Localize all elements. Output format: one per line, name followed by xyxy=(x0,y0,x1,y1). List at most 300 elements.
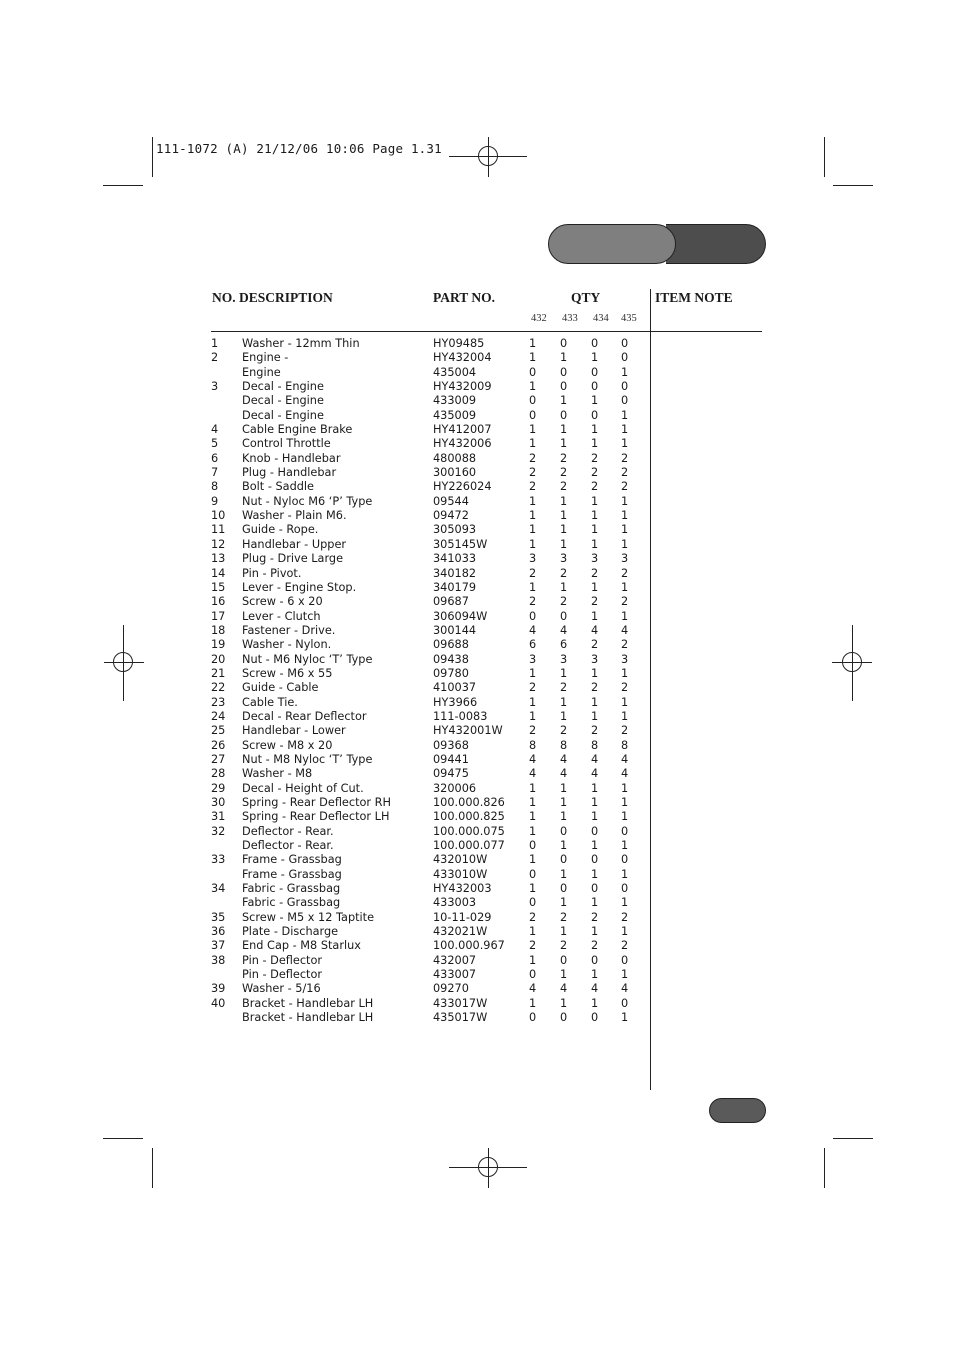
item-number: 8 xyxy=(211,480,219,494)
part-number: 432007 xyxy=(433,953,477,967)
item-description: Guide - Rope. xyxy=(242,523,319,537)
qty-433: 0 xyxy=(560,853,568,867)
item-description: Washer - Plain M6. xyxy=(242,509,347,523)
table-row xyxy=(0,767,954,781)
part-number: 340182 xyxy=(433,566,477,580)
qty-432: 2 xyxy=(529,595,537,609)
qty-434: 1 xyxy=(591,996,599,1010)
part-number: 305145W xyxy=(433,537,488,551)
item-description: Bracket - Handlebar LH xyxy=(242,1011,374,1025)
item-number: 38 xyxy=(211,953,226,967)
item-description: Frame - Grassbag xyxy=(242,853,342,867)
item-description: Decal - Engine xyxy=(242,394,324,408)
table-row xyxy=(0,380,954,394)
qty-434: 0 xyxy=(591,365,599,379)
qty-432: 2 xyxy=(529,681,537,695)
part-number: 432021W xyxy=(433,925,488,939)
qty-433: 1 xyxy=(560,996,568,1010)
qty-432: 0 xyxy=(529,968,537,982)
qty-434: 1 xyxy=(591,896,599,910)
table-row xyxy=(0,925,954,939)
item-description: Decal - Engine xyxy=(242,380,324,394)
part-number: HY432004 xyxy=(433,351,492,365)
table-row xyxy=(0,853,954,867)
header-qty: QTY xyxy=(571,290,601,305)
qty-433: 1 xyxy=(560,423,568,437)
qty-433: 4 xyxy=(560,623,568,637)
part-number: HY09485 xyxy=(433,337,485,350)
table-row xyxy=(0,753,954,767)
qty-434: 0 xyxy=(591,953,599,967)
part-number: 09438 xyxy=(433,652,469,666)
qty-433: 1 xyxy=(560,781,568,795)
qty-433: 1 xyxy=(560,580,568,594)
registration-circle xyxy=(478,1157,498,1177)
qty-435: 2 xyxy=(621,451,629,465)
table-row xyxy=(0,366,954,380)
table-row xyxy=(0,567,954,581)
qty-432: 1 xyxy=(529,437,537,451)
item-number: 22 xyxy=(211,681,226,695)
table-row xyxy=(0,810,954,824)
part-number: 09368 xyxy=(433,738,469,752)
page-number-tab xyxy=(709,1098,766,1123)
qty-434: 1 xyxy=(591,810,599,824)
part-number: 433010W xyxy=(433,867,488,881)
table-row xyxy=(0,409,954,423)
qty-435: 3 xyxy=(621,652,629,666)
table-row xyxy=(0,351,954,365)
part-number: 09441 xyxy=(433,752,469,766)
item-description: Frame - Grassbag xyxy=(242,867,342,881)
qty-432: 8 xyxy=(529,738,537,752)
qty-434: 1 xyxy=(591,437,599,451)
part-number: 433003 xyxy=(433,896,477,910)
qty-432: 0 xyxy=(529,408,537,422)
item-description: Fastener - Drive. xyxy=(242,623,336,637)
item-number: 19 xyxy=(211,638,226,652)
qty-435: 1 xyxy=(621,509,629,523)
qty-434: 1 xyxy=(591,609,599,623)
qty-435: 1 xyxy=(621,494,629,508)
qty-433: 3 xyxy=(560,652,568,666)
part-number: 435017W xyxy=(433,1011,488,1025)
table-row xyxy=(0,624,954,638)
part-number: HY226024 xyxy=(433,480,492,494)
table-row xyxy=(0,337,954,351)
qty-435: 1 xyxy=(621,867,629,881)
item-number: 33 xyxy=(211,853,226,867)
qty-432: 1 xyxy=(529,853,537,867)
part-number: 433017W xyxy=(433,996,488,1010)
table-row xyxy=(0,825,954,839)
qty-434: 0 xyxy=(591,408,599,422)
table-row xyxy=(0,868,954,882)
part-number: 09688 xyxy=(433,638,469,652)
qty-435: 0 xyxy=(621,351,629,365)
qty-432: 0 xyxy=(529,867,537,881)
part-number: HY3966 xyxy=(433,695,478,709)
crop-mark xyxy=(833,185,873,186)
item-description: Pin - Deflector xyxy=(242,968,323,982)
item-description: Fabric - Grassbag xyxy=(242,896,341,910)
qty-432: 4 xyxy=(529,752,537,766)
item-number: 29 xyxy=(211,781,226,795)
qty-432: 1 xyxy=(529,666,537,680)
part-number: 09270 xyxy=(433,982,469,996)
table-row xyxy=(0,480,954,494)
qty-433: 0 xyxy=(560,953,568,967)
model-434-label: 434 xyxy=(593,313,609,324)
item-number: 25 xyxy=(211,724,226,738)
table-row xyxy=(0,595,954,609)
qty-435: 4 xyxy=(621,752,629,766)
model-432-label: 432 xyxy=(531,313,547,324)
qty-432: 1 xyxy=(529,494,537,508)
qty-435: 1 xyxy=(621,709,629,723)
item-number: 6 xyxy=(211,451,219,465)
table-row xyxy=(0,968,954,982)
item-description: Lever - Clutch xyxy=(242,609,321,623)
part-number: 100.000.826 xyxy=(433,796,505,809)
qty-433: 0 xyxy=(560,408,568,422)
qty-432: 2 xyxy=(529,939,537,953)
item-number: 3 xyxy=(211,380,219,394)
qty-435: 1 xyxy=(621,968,629,982)
table-row xyxy=(0,882,954,896)
qty-435: 1 xyxy=(621,925,629,939)
qty-433: 0 xyxy=(560,824,568,838)
qty-435: 0 xyxy=(621,996,629,1010)
item-number: 37 xyxy=(211,939,226,953)
item-number: 18 xyxy=(211,623,226,637)
qty-432: 0 xyxy=(529,365,537,379)
qty-434: 4 xyxy=(591,767,599,781)
qty-435: 1 xyxy=(621,781,629,795)
item-description: Handlebar - Lower xyxy=(242,724,346,738)
qty-434: 3 xyxy=(591,652,599,666)
qty-434: 8 xyxy=(591,738,599,752)
qty-432: 1 xyxy=(529,996,537,1010)
item-description: Control Throttle xyxy=(242,437,331,451)
qty-432: 2 xyxy=(529,566,537,580)
table-row xyxy=(0,437,954,451)
qty-432: 1 xyxy=(529,953,537,967)
table-row xyxy=(0,423,954,437)
item-description: Washer - 5/16 xyxy=(242,982,321,996)
part-number: HY432003 xyxy=(433,882,492,896)
qty-434: 0 xyxy=(591,337,599,350)
item-number: 34 xyxy=(211,882,226,896)
table-row xyxy=(0,466,954,480)
qty-435: 2 xyxy=(621,724,629,738)
qty-435: 3 xyxy=(621,552,629,566)
qty-434: 2 xyxy=(591,681,599,695)
qty-435: 2 xyxy=(621,566,629,580)
part-number: HY432006 xyxy=(433,437,492,451)
qty-432: 1 xyxy=(529,709,537,723)
item-description: Deflector - Rear. xyxy=(242,839,334,853)
item-description: Nut - Nyloc M6 ‘P’ Type xyxy=(242,494,373,508)
qty-435: 0 xyxy=(621,882,629,896)
table-row xyxy=(0,495,954,509)
qty-433: 2 xyxy=(560,595,568,609)
qty-433: 0 xyxy=(560,882,568,896)
table-row xyxy=(0,724,954,738)
item-description: Pin - Pivot. xyxy=(242,566,302,580)
part-number: 433007 xyxy=(433,968,477,982)
qty-434: 2 xyxy=(591,939,599,953)
item-description: Nut - M8 Nyloc ‘T’ Type xyxy=(242,752,373,766)
item-description: End Cap - M8 Starlux xyxy=(242,939,361,953)
qty-435: 1 xyxy=(621,580,629,594)
section-tab-dark xyxy=(666,224,766,264)
crop-mark xyxy=(152,1148,153,1188)
qty-435: 2 xyxy=(621,466,629,480)
qty-434: 1 xyxy=(591,423,599,437)
table-row xyxy=(0,523,954,537)
item-description: Cable Tie. xyxy=(242,695,298,709)
qty-433: 1 xyxy=(560,867,568,881)
qty-433: 1 xyxy=(560,494,568,508)
header-rule xyxy=(211,331,762,332)
item-description: Screw - M6 x 55 xyxy=(242,666,333,680)
qty-434: 2 xyxy=(591,566,599,580)
item-description: Screw - M8 x 20 xyxy=(242,738,333,752)
item-description: Knob - Handlebar xyxy=(242,451,341,465)
qty-434: 2 xyxy=(591,451,599,465)
table-row xyxy=(0,939,954,953)
header-no-description: NO. DESCRIPTION xyxy=(212,290,333,305)
item-description: Bracket - Handlebar LH xyxy=(242,996,374,1010)
qty-435: 2 xyxy=(621,910,629,924)
item-number: 40 xyxy=(211,996,226,1010)
qty-434: 1 xyxy=(591,523,599,537)
item-number: 10 xyxy=(211,509,226,523)
table-row xyxy=(0,394,954,408)
parts-table xyxy=(0,337,954,1026)
item-number: 24 xyxy=(211,709,226,723)
qty-433: 1 xyxy=(560,437,568,451)
table-row xyxy=(0,796,954,810)
part-number: 435004 xyxy=(433,365,477,379)
qty-435: 1 xyxy=(621,423,629,437)
qty-433: 1 xyxy=(560,968,568,982)
part-number: 100.000.077 xyxy=(433,839,505,853)
qty-435: 8 xyxy=(621,738,629,752)
qty-435: 2 xyxy=(621,480,629,494)
qty-434: 0 xyxy=(591,853,599,867)
qty-435: 1 xyxy=(621,666,629,680)
crop-mark xyxy=(824,1148,825,1188)
item-number: 12 xyxy=(211,537,226,551)
qty-435: 1 xyxy=(621,1011,629,1025)
qty-435: 4 xyxy=(621,623,629,637)
qty-434: 3 xyxy=(591,552,599,566)
qty-433: 1 xyxy=(560,896,568,910)
item-description: Screw - M5 x 12 Taptite xyxy=(242,910,375,924)
part-number: 432010W xyxy=(433,853,488,867)
item-number: 28 xyxy=(211,767,226,781)
part-number: 10-11-029 xyxy=(433,910,492,924)
item-description: Handlebar - Upper xyxy=(242,537,347,551)
qty-435: 0 xyxy=(621,394,629,408)
item-number: 16 xyxy=(211,595,226,609)
qty-433: 1 xyxy=(560,925,568,939)
table-row xyxy=(0,667,954,681)
registration-circle xyxy=(478,146,498,166)
qty-433: 2 xyxy=(560,681,568,695)
qty-434: 1 xyxy=(591,709,599,723)
qty-432: 0 xyxy=(529,896,537,910)
item-description: Decal - Rear Deflector xyxy=(242,709,367,723)
item-number: 32 xyxy=(211,824,226,838)
qty-433: 4 xyxy=(560,767,568,781)
qty-434: 1 xyxy=(591,867,599,881)
qty-432: 2 xyxy=(529,451,537,465)
qty-435: 1 xyxy=(621,609,629,623)
table-row xyxy=(0,911,954,925)
qty-433: 1 xyxy=(560,796,568,809)
item-description: Pin - Deflector xyxy=(242,953,323,967)
part-number: 09472 xyxy=(433,509,469,523)
qty-434: 4 xyxy=(591,982,599,996)
model-435-label: 435 xyxy=(621,313,637,324)
qty-433: 2 xyxy=(560,939,568,953)
table-row xyxy=(0,610,954,624)
item-description: Guide - Cable xyxy=(242,681,319,695)
qty-435: 1 xyxy=(621,839,629,853)
qty-432: 1 xyxy=(529,351,537,365)
item-description: Decal - Height of Cut. xyxy=(242,781,364,795)
qty-433: 1 xyxy=(560,695,568,709)
qty-433: 2 xyxy=(560,480,568,494)
qty-435: 2 xyxy=(621,681,629,695)
qty-434: 2 xyxy=(591,480,599,494)
qty-432: 2 xyxy=(529,466,537,480)
qty-432: 0 xyxy=(529,839,537,853)
qty-432: 0 xyxy=(529,609,537,623)
qty-435: 2 xyxy=(621,638,629,652)
table-row xyxy=(0,782,954,796)
part-number: 320006 xyxy=(433,781,477,795)
part-number: 410037 xyxy=(433,681,477,695)
qty-435: 1 xyxy=(621,810,629,824)
part-number: 09780 xyxy=(433,666,469,680)
table-row xyxy=(0,1011,954,1025)
qty-434: 1 xyxy=(591,394,599,408)
table-row xyxy=(0,696,954,710)
qty-433: 2 xyxy=(560,724,568,738)
item-description: Spring - Rear Deflector LH xyxy=(242,810,390,824)
qty-432: 3 xyxy=(529,552,537,566)
qty-435: 0 xyxy=(621,337,629,350)
table-row xyxy=(0,581,954,595)
part-number: 100.000.075 xyxy=(433,824,505,838)
part-number: 09475 xyxy=(433,767,469,781)
table-row xyxy=(0,839,954,853)
crop-mark xyxy=(833,1138,873,1139)
table-row xyxy=(0,552,954,566)
item-number: 30 xyxy=(211,796,226,809)
qty-432: 1 xyxy=(529,824,537,838)
qty-435: 0 xyxy=(621,953,629,967)
header-item-note: ITEM NOTE xyxy=(655,290,733,305)
qty-435: 0 xyxy=(621,824,629,838)
qty-432: 4 xyxy=(529,982,537,996)
qty-435: 4 xyxy=(621,982,629,996)
qty-433: 1 xyxy=(560,666,568,680)
qty-434: 1 xyxy=(591,796,599,809)
item-description: Spring - Rear Deflector RH xyxy=(242,796,392,809)
qty-434: 1 xyxy=(591,925,599,939)
qty-432: 1 xyxy=(529,337,537,350)
qty-434: 0 xyxy=(591,882,599,896)
part-number: 09544 xyxy=(433,494,469,508)
part-number: 340179 xyxy=(433,580,477,594)
item-description: Engine - xyxy=(242,351,289,365)
qty-435: 1 xyxy=(621,365,629,379)
qty-434: 1 xyxy=(591,509,599,523)
item-number: 14 xyxy=(211,566,226,580)
qty-434: 1 xyxy=(591,580,599,594)
qty-432: 1 xyxy=(529,781,537,795)
item-description: Plug - Drive Large xyxy=(242,552,344,566)
part-number: 305093 xyxy=(433,523,477,537)
qty-435: 0 xyxy=(621,380,629,394)
item-number: 26 xyxy=(211,738,226,752)
qty-432: 0 xyxy=(529,1011,537,1025)
qty-432: 6 xyxy=(529,638,537,652)
qty-433: 0 xyxy=(560,365,568,379)
table-row xyxy=(0,896,954,910)
item-number: 5 xyxy=(211,437,219,451)
item-number: 17 xyxy=(211,609,226,623)
item-description: Washer - Nylon. xyxy=(242,638,332,652)
qty-432: 1 xyxy=(529,509,537,523)
item-description: Deflector - Rear. xyxy=(242,824,334,838)
qty-432: 1 xyxy=(529,380,537,394)
qty-433: 0 xyxy=(560,1011,568,1025)
qty-432: 2 xyxy=(529,910,537,924)
qty-435: 1 xyxy=(621,796,629,809)
part-number: 111-0083 xyxy=(433,709,488,723)
qty-432: 4 xyxy=(529,767,537,781)
qty-432: 1 xyxy=(529,925,537,939)
item-description: Washer - M8 xyxy=(242,767,313,781)
qty-434: 1 xyxy=(591,968,599,982)
qty-435: 4 xyxy=(621,767,629,781)
qty-434: 2 xyxy=(591,724,599,738)
part-number: 306094W xyxy=(433,609,488,623)
item-number: 15 xyxy=(211,580,226,594)
qty-434: 4 xyxy=(591,752,599,766)
qty-433: 1 xyxy=(560,394,568,408)
item-number: 4 xyxy=(211,423,219,437)
crop-mark xyxy=(824,137,825,177)
item-number: 2 xyxy=(211,351,219,365)
qty-435: 2 xyxy=(621,939,629,953)
qty-433: 0 xyxy=(560,337,568,350)
part-number: HY432009 xyxy=(433,380,492,394)
part-number: 435009 xyxy=(433,408,477,422)
part-number: 480088 xyxy=(433,451,477,465)
part-number: 100.000.967 xyxy=(433,939,505,953)
item-description: Cable Engine Brake xyxy=(242,423,353,437)
qty-432: 0 xyxy=(529,394,537,408)
part-number: 300144 xyxy=(433,623,477,637)
item-number: 39 xyxy=(211,982,226,996)
